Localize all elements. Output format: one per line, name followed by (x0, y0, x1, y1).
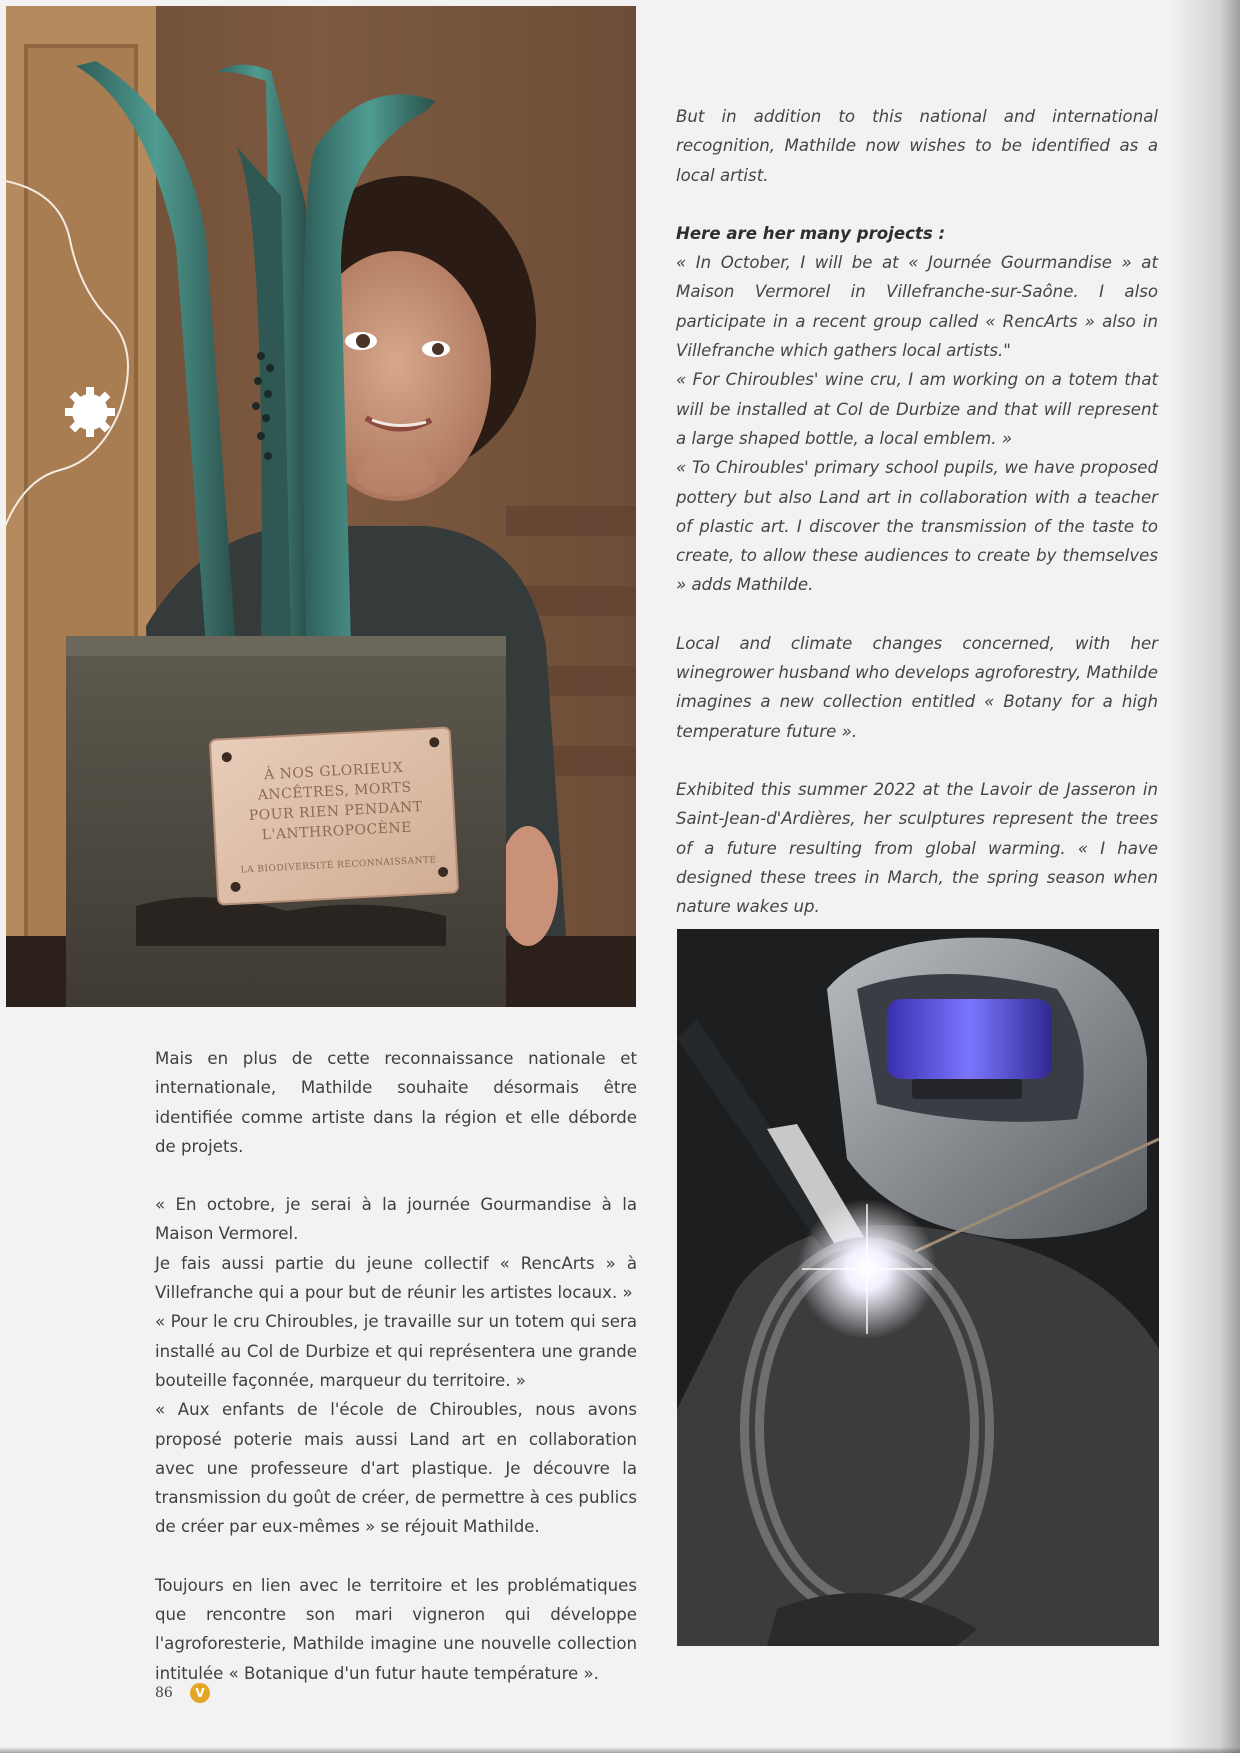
english-climate-paragraph: Local and climate changes concerned, with her winegrower husband who develops agroforestry, Mathilde imagines a new collection entitled « Botany for a high temperature future ». (676, 633, 1158, 741)
cog-icon (65, 387, 115, 437)
plaque-line: LA BIODIVERSITÉ RECONNAISSANTE (240, 855, 437, 876)
french-quote-paragraph: Je fais aussi partie du jeune collectif « RencArts » à Villefranche qui a pour but de réunir les artistes locaux. » (155, 1253, 637, 1303)
english-exhibition-paragraph: Exhibited this summer 2022 at the Lavoir de Jasseron in Saint-Jean-d'Ardières, her sculptures represent the trees of a future resulting from global warming. « I have designed these trees in March, the spring season when nature wakes up. (676, 779, 1158, 917)
english-projects-heading: Here are her many projects : (676, 223, 946, 243)
decorative-wave (0, 150, 140, 550)
plaque-line: POUR RIEN PENDANT (248, 798, 424, 825)
english-intro-paragraph: But in addition to this national and international recognition, Mathilde now wishes to be identified as a local artist. (676, 107, 1158, 185)
welding-photo (677, 929, 1159, 1646)
french-article-column (155, 1044, 637, 1688)
english-quote-paragraph: « To Chiroubles' primary school pupils, we have proposed pottery but also Land art in collaboration with a teacher of plastic art. I discover the transmission of the taste to create, to allow these audiences to create by themselves » adds Mathilde. (676, 458, 1158, 595)
english-quote-paragraph: « In October, I will be at « Journée Gourmandise » at Maison Vermorel in Villefranche-sur-Saône. I also participate in a recent group called « RencArts » also in Villefranche which gathers local artists." (676, 253, 1158, 361)
magazine-logo-icon: V (190, 1683, 210, 1703)
plaque-line: À NOS GLORIEUX (263, 759, 404, 784)
french-quote-paragraph: « Aux enfants de l'école de Chiroubles, nous avons proposé poterie mais aussi Land art en collaboration avec une professeure d'art plastique. Je découvre la transmission du goût de créer, de permettre à ces publics de créer par eux-mêmes » se réjouit Mathilde. (155, 1400, 637, 1537)
english-quote-paragraph: « For Chiroubles' wine cru, I am working on a totem that will be installed at Col de Durbize and that will represent a large shaped bottle, a local emblem. » (676, 370, 1158, 448)
french-climate-paragraph: Toujours en lien avec le territoire et les problématiques que rencontre son mari vigneron qui développe l'agroforesterie, Mathilde imagine une nouvelle collection intitulée « Botanique d'un futur haute température ». (155, 1575, 637, 1683)
page-number: 86 (155, 1685, 173, 1701)
french-quote-paragraph: « En octobre, je serai à la journée Gourmandise à la Maison Vermorel. (155, 1195, 637, 1244)
plaque-line: L'ANTHROPOCÈNE (261, 819, 413, 844)
page-gutter-shadow (1170, 0, 1240, 1753)
french-intro-paragraph: Mais en plus de cette reconnaissance nationale et internationale, Mathilde souhaite désormais être identifiée comme artiste dans la région et elle déborde de projets. (155, 1049, 637, 1156)
english-article-column (676, 102, 1158, 921)
page-bottom-edge (0, 1747, 1240, 1753)
plaque-line: ANCÊTRES, MORTS (257, 779, 413, 804)
french-quote-paragraph: « Pour le cru Chiroubles, je travaille sur un totem qui sera installé au Col de Durbize et qui représentera une grande bouteille façonnée, marqueur du territoire. » (155, 1312, 637, 1390)
